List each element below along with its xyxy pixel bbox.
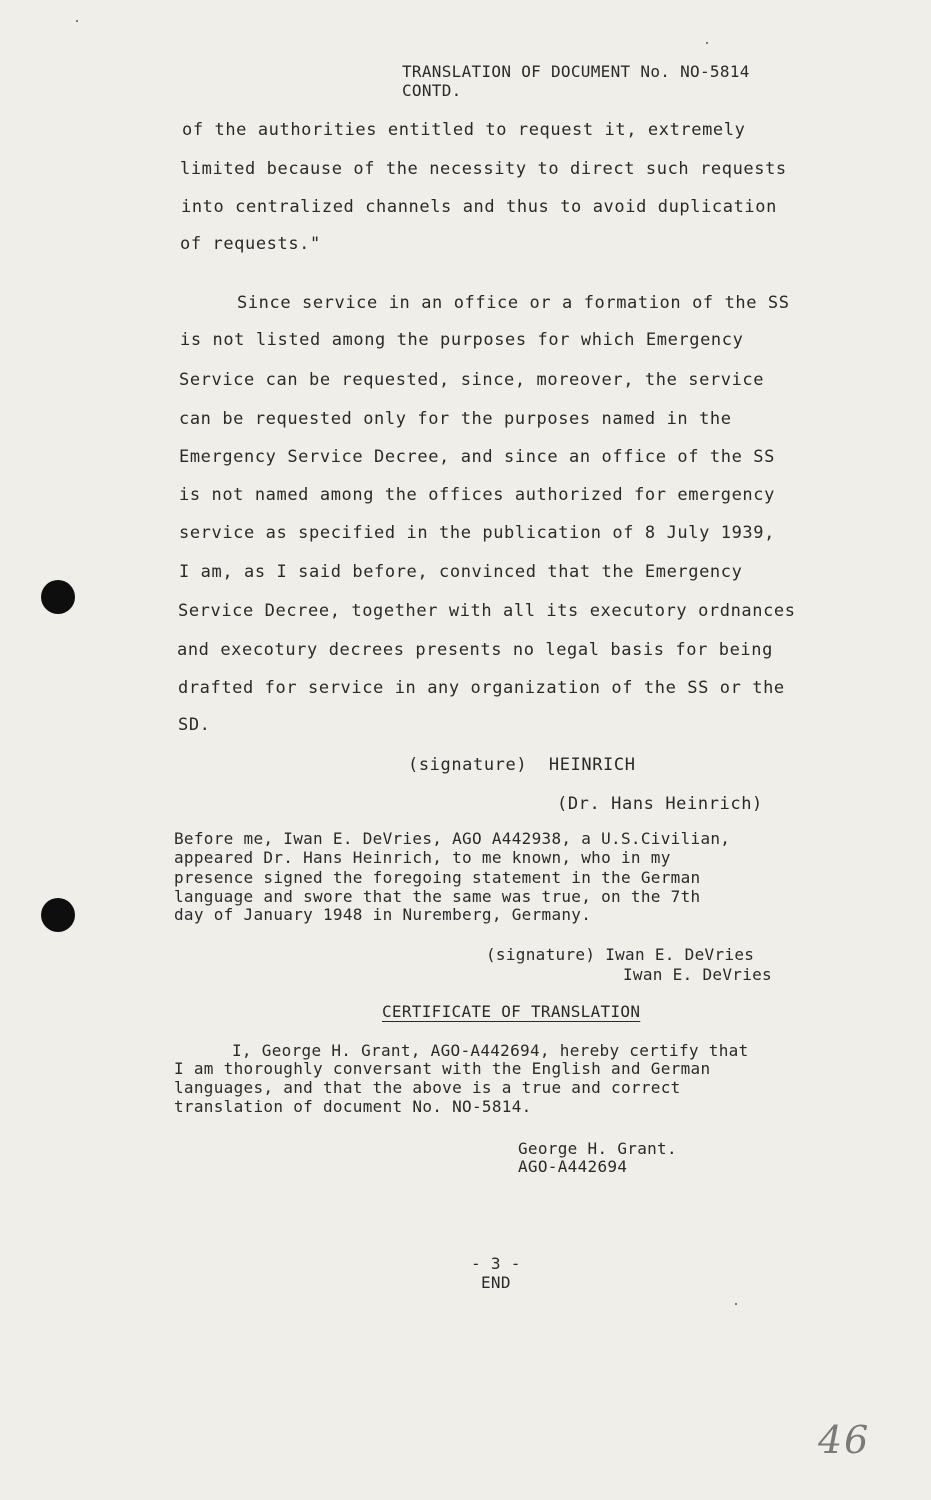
certificate-signer-name: George H. Grant. xyxy=(518,1139,677,1158)
body-line: of requests." xyxy=(180,234,321,254)
certificate-title: CERTIFICATE OF TRANSLATION xyxy=(382,1002,641,1021)
certificate-line: I am thoroughly conversant with the English and German xyxy=(174,1059,711,1078)
handwritten-page-number: 46 xyxy=(818,1418,871,1462)
punch-hole-top xyxy=(41,580,75,614)
affidavit-line: appeared Dr. Hans Heinrich, to me known, who in my xyxy=(174,848,671,867)
affidavit-line: presence signed the foregoing statement in the German xyxy=(174,868,701,887)
body-line: Service Decree, together with all its executory ordnances xyxy=(178,601,796,621)
signature-name: (Dr. Hans Heinrich) xyxy=(557,794,763,814)
header-contd: CONTD. xyxy=(402,81,462,100)
affiant-signature-line: (signature) Iwan E. DeVries xyxy=(486,945,755,964)
body-line: service as specified in the publication of 8 July 1939, xyxy=(179,523,775,543)
body-line: SD. xyxy=(178,715,211,735)
certificate-line: translation of document No. NO-5814. xyxy=(174,1097,532,1116)
affidavit-line: day of January 1948 in Nuremberg, Germany. xyxy=(174,905,592,924)
body-line: drafted for service in any organization of the SS or the xyxy=(178,678,785,698)
body-line: and execotury decrees presents no legal basis for being xyxy=(177,640,773,660)
affidavit-line: language and swore that the same was true, on the 7th xyxy=(174,887,701,906)
body-line: limited because of the necessity to direct such requests xyxy=(180,159,787,179)
body-line: Service can be requested, since, moreover, the service xyxy=(179,370,765,390)
body-line: Emergency Service Decree, and since an office of the SS xyxy=(179,447,775,467)
certificate-signer-id: AGO-A442694 xyxy=(518,1157,628,1176)
body-line: can be requested only for the purposes named in the xyxy=(179,409,732,429)
certificate-line: languages, and that the above is a true and correct xyxy=(174,1078,681,1097)
signature-line: (signature) HEINRICH xyxy=(408,755,636,775)
paper-speck xyxy=(706,42,708,44)
certificate-line: I, George H. Grant, AGO-A442694, hereby certify that xyxy=(232,1041,749,1060)
body-line: of the authorities entitled to request it, extremely xyxy=(182,120,746,140)
body-line: is not named among the offices authorized for emergency xyxy=(179,485,775,505)
body-line: I am, as I said before, convinced that the Emergency xyxy=(179,562,743,582)
affiant-name: Iwan E. DeVries xyxy=(623,965,772,984)
punch-hole-bottom xyxy=(41,898,75,932)
header-title: TRANSLATION OF DOCUMENT No. NO-5814 xyxy=(402,62,750,81)
body-line: Since service in an office or a formation of the SS xyxy=(237,293,790,313)
paper-speck xyxy=(76,20,78,22)
body-line: is not listed among the purposes for which Emergency xyxy=(180,330,744,350)
page-number: - 3 - xyxy=(471,1254,521,1273)
body-line: into centralized channels and thus to avoid duplication xyxy=(181,197,777,217)
paper-speck xyxy=(735,1303,737,1305)
end-marker: END xyxy=(481,1273,511,1292)
affidavit-line: Before me, Iwan E. DeVries, AGO A442938, a U.S.Civilian, xyxy=(174,829,731,848)
